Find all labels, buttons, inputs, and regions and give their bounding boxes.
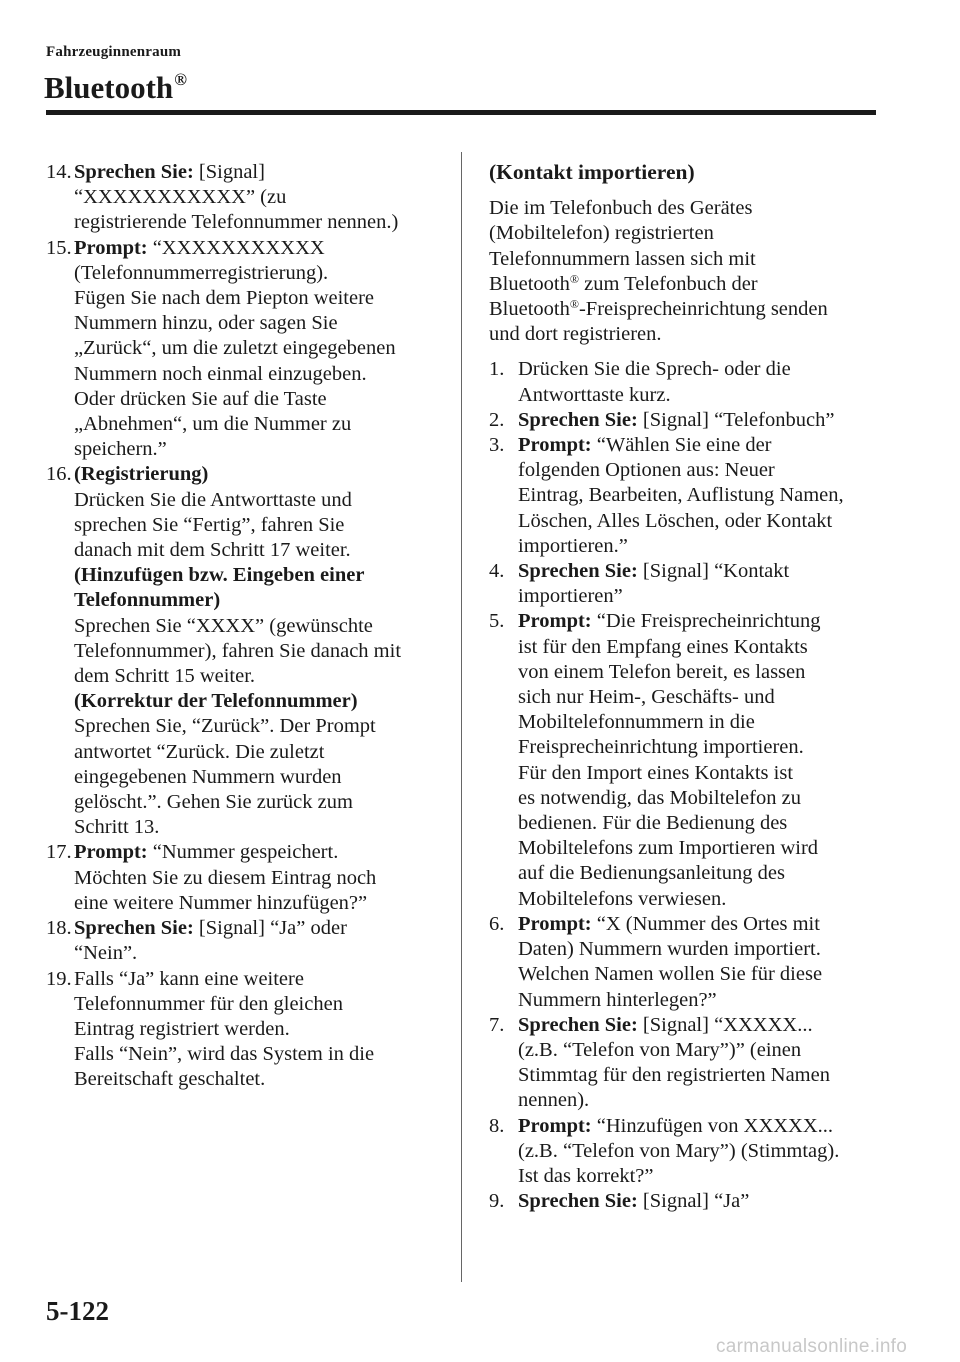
step-number: 5. — [489, 610, 505, 633]
line-text: (z.B. “Telefon von Mary”)” (einen — [518, 1038, 802, 1061]
bold-label: (Hinzufügen bzw. Eingeben einer — [74, 564, 365, 587]
registered-mark: ® — [569, 297, 579, 312]
text-line — [518, 710, 884, 735]
watermark: carmanualsonline.info — [716, 1336, 908, 1357]
text-line — [74, 437, 446, 462]
list-item — [489, 912, 884, 1013]
line-text: nennen). — [518, 1089, 590, 1112]
bold-label: Sprechen Sie: — [518, 1013, 638, 1036]
text-line — [74, 185, 446, 210]
line-text: registrierende Telefonnummer nennen.) — [74, 211, 399, 234]
line-text: [Signal] “XXXXX... — [637, 1013, 813, 1036]
step-list — [489, 357, 884, 1214]
text-line — [74, 412, 446, 437]
text-line — [518, 937, 884, 962]
line-text: Sprechen Sie, “Zurück”. Der Prompt — [74, 715, 376, 738]
intro-line: und dort registrieren. — [489, 323, 662, 346]
line-text: Antworttaste kurz. — [518, 383, 671, 406]
text-line — [74, 664, 446, 689]
step-number: 17. — [46, 841, 72, 864]
step-number: 3. — [489, 434, 505, 457]
step-number: 2. — [489, 408, 505, 431]
list-item — [489, 1013, 884, 1114]
text-line — [74, 689, 446, 714]
step-number: 19. — [46, 967, 72, 990]
line-text: Daten) Nummern wurden importiert. — [518, 938, 821, 961]
section-label: Fahrzeuginnenraum — [46, 44, 182, 60]
line-text: Nummern hinzu, oder sagen Sie — [74, 312, 338, 335]
line-text: Mobiltelefons zum Importieren wird — [518, 837, 819, 860]
line-text: importieren” — [518, 585, 623, 608]
intro-text: Bluetooth — [489, 298, 570, 321]
text-line — [518, 559, 884, 584]
text-line — [518, 1013, 884, 1038]
line-text: antwortet “Zurück. Die zuletzt — [74, 740, 325, 763]
text-line — [74, 967, 446, 992]
registered-mark: ® — [569, 271, 579, 286]
text-line — [74, 740, 446, 765]
text-line — [74, 462, 446, 487]
text-line — [518, 1114, 884, 1139]
text-line — [518, 887, 884, 912]
text-line — [74, 160, 446, 185]
text-line — [518, 584, 884, 609]
text-line — [518, 1139, 884, 1164]
intro-text: -Freisprecheinrichtung senden — [578, 298, 828, 321]
line-text: Für den Import eines Kontakts ist — [518, 761, 794, 784]
list-item — [46, 236, 446, 463]
line-text: “X (Nummer des Ortes mit — [591, 912, 820, 935]
text-line — [518, 1189, 884, 1214]
line-text: (Telefonnummerregistrierung). — [74, 261, 329, 284]
line-text: Welchen Namen wollen Sie für diese — [518, 963, 823, 986]
bold-label: Prompt: — [518, 912, 592, 935]
bold-label: Sprechen Sie: — [518, 408, 638, 431]
text-line — [518, 483, 884, 508]
text-line — [518, 761, 884, 786]
line-text: sich nur Heim-, Geschäfts- und — [518, 686, 775, 709]
list-item — [489, 408, 884, 433]
text-line — [74, 563, 446, 588]
intro-line: Die im Telefonbuch des Gerätes — [489, 197, 753, 220]
text-line — [518, 735, 884, 760]
text-line — [518, 534, 884, 559]
text-line — [74, 866, 446, 891]
step-number: 6. — [489, 912, 505, 935]
line-text: “XXXXXXXXXXX” (zu — [74, 186, 287, 209]
text-line — [518, 660, 884, 685]
line-text: Oder drücken Sie auf die Taste — [74, 387, 327, 410]
text-line — [74, 1042, 446, 1067]
bold-label: Sprechen Sie: — [74, 161, 194, 183]
step-number: 16. — [46, 463, 72, 486]
text-line — [518, 962, 884, 987]
text-line — [518, 383, 884, 408]
bold-label: Prompt: — [518, 434, 592, 457]
line-text: ist für den Empfang eines Kontakts — [518, 635, 808, 658]
list-item — [489, 1114, 884, 1190]
left-column — [46, 160, 446, 1093]
text-line — [74, 765, 446, 790]
step-number: 8. — [489, 1114, 505, 1137]
text-line — [518, 433, 884, 458]
line-text: [Signal] — [193, 161, 265, 183]
bold-label: Sprechen Sie: — [74, 917, 194, 940]
line-text: „Zurück“, um die zuletzt eingegebenen — [74, 337, 396, 360]
text-line — [74, 336, 446, 361]
text-line — [518, 861, 884, 886]
line-text: Falls “Ja” kann eine weitere — [74, 967, 304, 990]
line-text: Telefonnummer für den gleichen — [74, 992, 343, 1015]
bold-label: (Registrierung) — [74, 463, 209, 486]
list-item — [46, 840, 446, 916]
list-item — [46, 462, 446, 840]
line-text: “Hinzufügen von XXXXX... — [591, 1114, 834, 1137]
line-text: “Nein”. — [74, 942, 138, 965]
line-text: Stimmtag für den registrierten Namen — [518, 1064, 830, 1087]
list-item — [46, 967, 446, 1093]
text-line — [74, 992, 446, 1017]
text-line — [74, 714, 446, 739]
intro-line — [489, 297, 884, 322]
text-line — [74, 210, 446, 235]
bold-label: Telefonnummer) — [74, 589, 221, 612]
bold-label: Sprechen Sie: — [518, 560, 638, 583]
text-line — [74, 588, 446, 613]
line-text: eingegebenen Nummern wurden — [74, 765, 342, 788]
intro-text: zum Telefonbuch der — [578, 272, 758, 295]
text-line — [74, 286, 446, 311]
line-text: Falls “Nein”, wird das System in die — [74, 1043, 375, 1066]
text-line — [74, 538, 446, 563]
step-number: 4. — [489, 560, 505, 583]
line-text: es notwendig, das Mobiltelefon zu — [518, 786, 801, 809]
text-line — [74, 387, 446, 412]
line-text: Bereitschaft geschaltet. — [74, 1068, 266, 1091]
text-line — [518, 811, 884, 836]
line-text: Schritt 13. — [74, 816, 160, 839]
intro-line: Telefonnummern lassen sich mit — [489, 247, 756, 270]
line-text: auf die Bedienungsanleitung des — [518, 862, 786, 885]
bold-label: Sprechen Sie: — [518, 1190, 638, 1213]
section-heading: (Kontakt importieren) — [489, 160, 695, 184]
page-title-text: Bluetooth — [44, 70, 174, 105]
text-line — [518, 458, 884, 483]
line-text: Drücken Sie die Antworttaste und — [74, 488, 352, 511]
line-text: importieren.” — [518, 534, 628, 557]
line-text: Telefonnummer), fahren Sie danach mit — [74, 639, 402, 662]
step-number: 15. — [46, 236, 72, 259]
list-item — [489, 609, 884, 911]
text-line — [518, 1063, 884, 1088]
line-text: Ist das korrekt?” — [518, 1164, 654, 1187]
text-line — [518, 685, 884, 710]
line-text: Eintrag registriert werden. — [74, 1017, 290, 1040]
text-line — [74, 891, 446, 916]
text-line — [74, 916, 446, 941]
bold-label: Prompt: — [74, 841, 148, 864]
text-line — [518, 836, 884, 861]
text-line — [518, 912, 884, 937]
list-item — [489, 1189, 884, 1214]
text-line — [518, 1038, 884, 1063]
step-number: 14. — [46, 161, 72, 183]
text-line — [518, 786, 884, 811]
bold-label: Prompt: — [518, 610, 592, 633]
text-line — [518, 357, 884, 382]
text-line — [74, 1067, 446, 1092]
line-text: [Signal] “Ja” oder — [193, 917, 347, 940]
line-text: Eintrag, Bearbeiten, Auflistung Namen, — [518, 484, 844, 507]
text-line — [74, 941, 446, 966]
intro-text: Bluetooth — [489, 272, 570, 295]
line-text: folgenden Optionen aus: Neuer — [518, 459, 775, 482]
step-number: 7. — [489, 1013, 505, 1036]
text-line — [74, 362, 446, 387]
text-line — [74, 614, 446, 639]
step-number: 9. — [489, 1190, 505, 1213]
line-text: dem Schritt 15 weiter. — [74, 665, 256, 688]
line-text: (z.B. “Telefon von Mary”) (Stimmtag). — [518, 1139, 840, 1162]
text-line — [518, 988, 884, 1013]
text-line — [74, 639, 446, 664]
list-item — [489, 357, 884, 407]
line-text: “Nummer gespeichert. — [147, 841, 339, 864]
line-text: Löschen, Alles Löschen, oder Kontakt — [518, 509, 833, 532]
text-line — [518, 635, 884, 660]
text-line — [74, 261, 446, 286]
line-text: speichern.” — [74, 438, 167, 461]
line-text: Möchten Sie zu diesem Eintrag noch — [74, 866, 377, 889]
bold-label: Prompt: — [518, 1114, 592, 1137]
line-text: „Abnehmen“, um die Nummer zu — [74, 413, 352, 436]
line-text: Nummern noch einmal einzugeben. — [74, 362, 367, 385]
line-text: Drücken Sie die Sprech- oder die — [518, 358, 791, 381]
text-line — [74, 236, 446, 261]
list-item — [489, 433, 884, 559]
text-line — [74, 790, 446, 815]
text-line — [74, 815, 446, 840]
line-text: [Signal] “Telefonbuch” — [637, 408, 835, 431]
list-item — [46, 160, 446, 236]
bold-label: (Korrektur der Telefonnummer) — [74, 690, 358, 713]
step-number: 1. — [489, 358, 505, 381]
line-text: “Die Freisprecheinrichtung — [591, 610, 821, 633]
page-number: 5-122 — [46, 1296, 109, 1326]
text-line — [518, 408, 884, 433]
line-text: “XXXXXXXXXXX — [147, 236, 325, 259]
registered-mark: ® — [174, 70, 187, 89]
line-text: sprechen Sie “Fertig”, fahren Sie — [74, 513, 345, 536]
page-title — [44, 60, 187, 108]
line-text: Freisprecheinrichtung importieren. — [518, 736, 804, 759]
line-text: [Signal] “Ja” — [637, 1190, 750, 1213]
list-item — [489, 559, 884, 609]
intro-paragraph — [489, 196, 884, 347]
line-text: Mobiltelefonnummern in die — [518, 711, 755, 734]
intro-line — [489, 272, 884, 297]
text-line — [74, 840, 446, 865]
bold-label: Prompt: — [74, 236, 148, 259]
text-line — [74, 488, 446, 513]
text-line — [518, 1088, 884, 1113]
line-text: bedienen. Für die Bedienung des — [518, 812, 788, 835]
text-line — [518, 1164, 884, 1189]
intro-line: (Mobiltelefon) registrierten — [489, 222, 714, 245]
text-line — [74, 311, 446, 336]
line-text: von einem Telefon bereit, es lassen — [518, 660, 806, 683]
right-column — [489, 160, 884, 1214]
line-text: “Wählen Sie eine der — [591, 434, 772, 457]
line-text: eine weitere Nummer hinzufügen?” — [74, 891, 368, 914]
column-divider — [461, 152, 462, 1282]
line-text: Nummern hinterlegen?” — [518, 988, 717, 1011]
text-line — [518, 609, 884, 634]
text-line — [74, 513, 446, 538]
line-text: Sprechen Sie “XXXX” (gewünschte — [74, 614, 373, 637]
header-rule — [46, 110, 876, 115]
line-text: Mobiltelefons verwiesen. — [518, 887, 727, 910]
line-text: danach mit dem Schritt 17 weiter. — [74, 539, 351, 562]
line-text: gelöscht.”. Gehen Sie zurück zum — [74, 791, 353, 814]
list-item — [46, 916, 446, 966]
line-text: Fügen Sie nach dem Piepton weitere — [74, 287, 375, 310]
line-text: [Signal] “Kontakt — [637, 560, 790, 583]
step-number: 18. — [46, 917, 72, 940]
text-line — [518, 509, 884, 534]
text-line — [74, 1017, 446, 1042]
